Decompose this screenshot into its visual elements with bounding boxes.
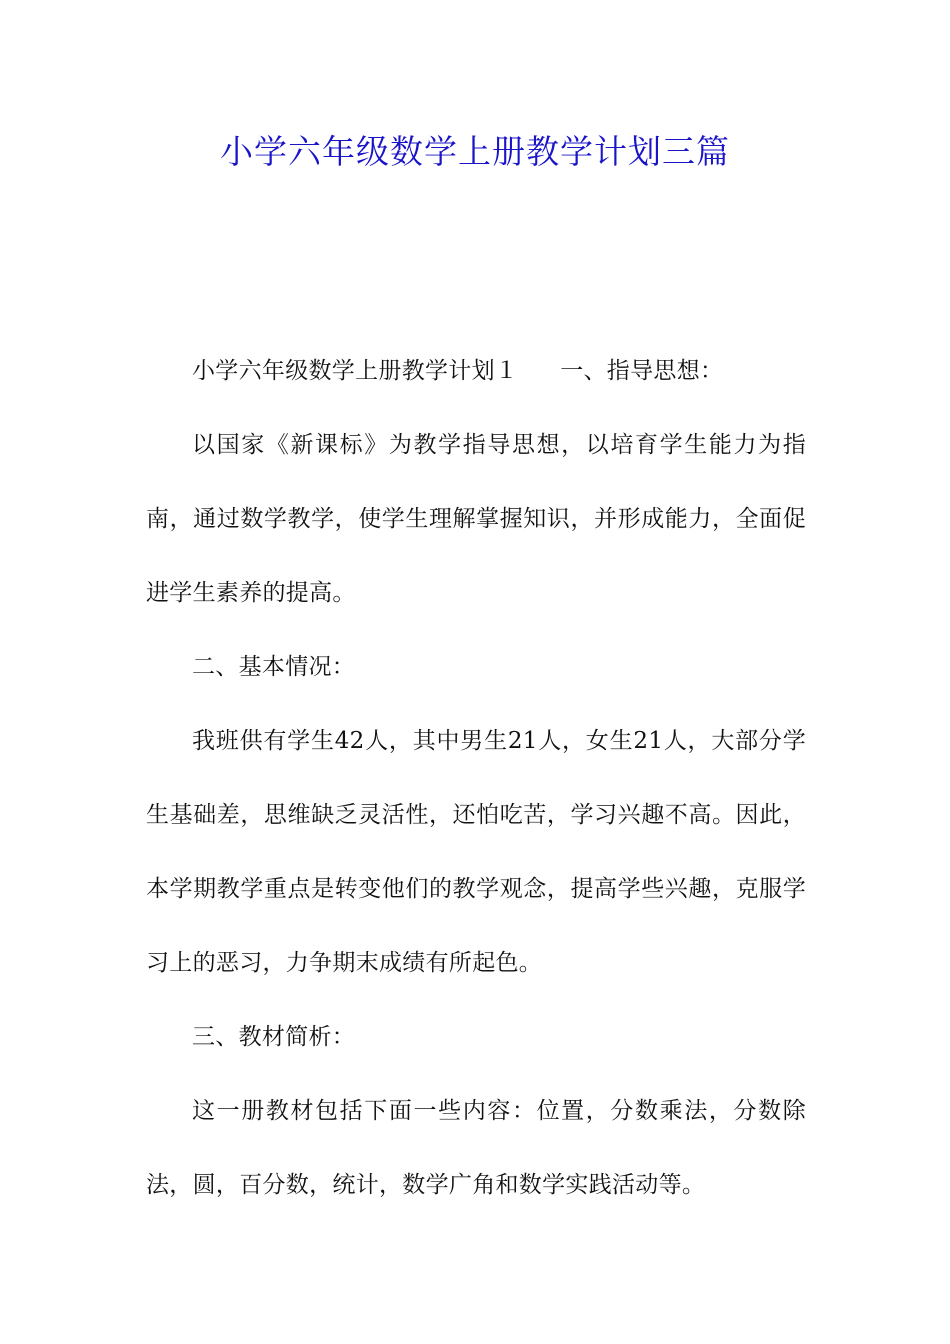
paragraph-textbook-analysis: 这一册教材包括下面一些内容：位置，分数乘法，分数除法，圆，百分数，统计，数学广角和数学实践活动等。 [146, 1098, 806, 1198]
document-body [146, 334, 806, 1222]
section-heading-textbook-analysis: 三、教材简析： [192, 1024, 356, 1050]
document-title: 小学六年级数学上册教学计划三篇 [220, 132, 730, 171]
section-heading-basic-situation: 二、基本情况： [192, 654, 356, 680]
paragraph-guiding-ideology: 以国家《新课标》为教学指导思想，以培育学生能力为指南，通过数学教学，使学生理解掌握知识，并形成能力，全面促进学生素养的提高。 [146, 432, 806, 606]
paragraph-basic-situation: 我班供有学生42人，其中男生21人，女生21人，大部分学生基础差，思维缺乏灵活性，还怕吃苦，学习兴趣不高。因此，本学期教学重点是转变他们的教学观念，提高学些兴趣，克服学习上的恶习，力争期末成绩有所起色。 [146, 728, 806, 976]
intro-line [146, 334, 806, 408]
plan-label: 小学六年级数学上册教学计划１ [192, 358, 519, 384]
section-heading-guiding-ideology: 一、指导思想： [560, 358, 724, 384]
